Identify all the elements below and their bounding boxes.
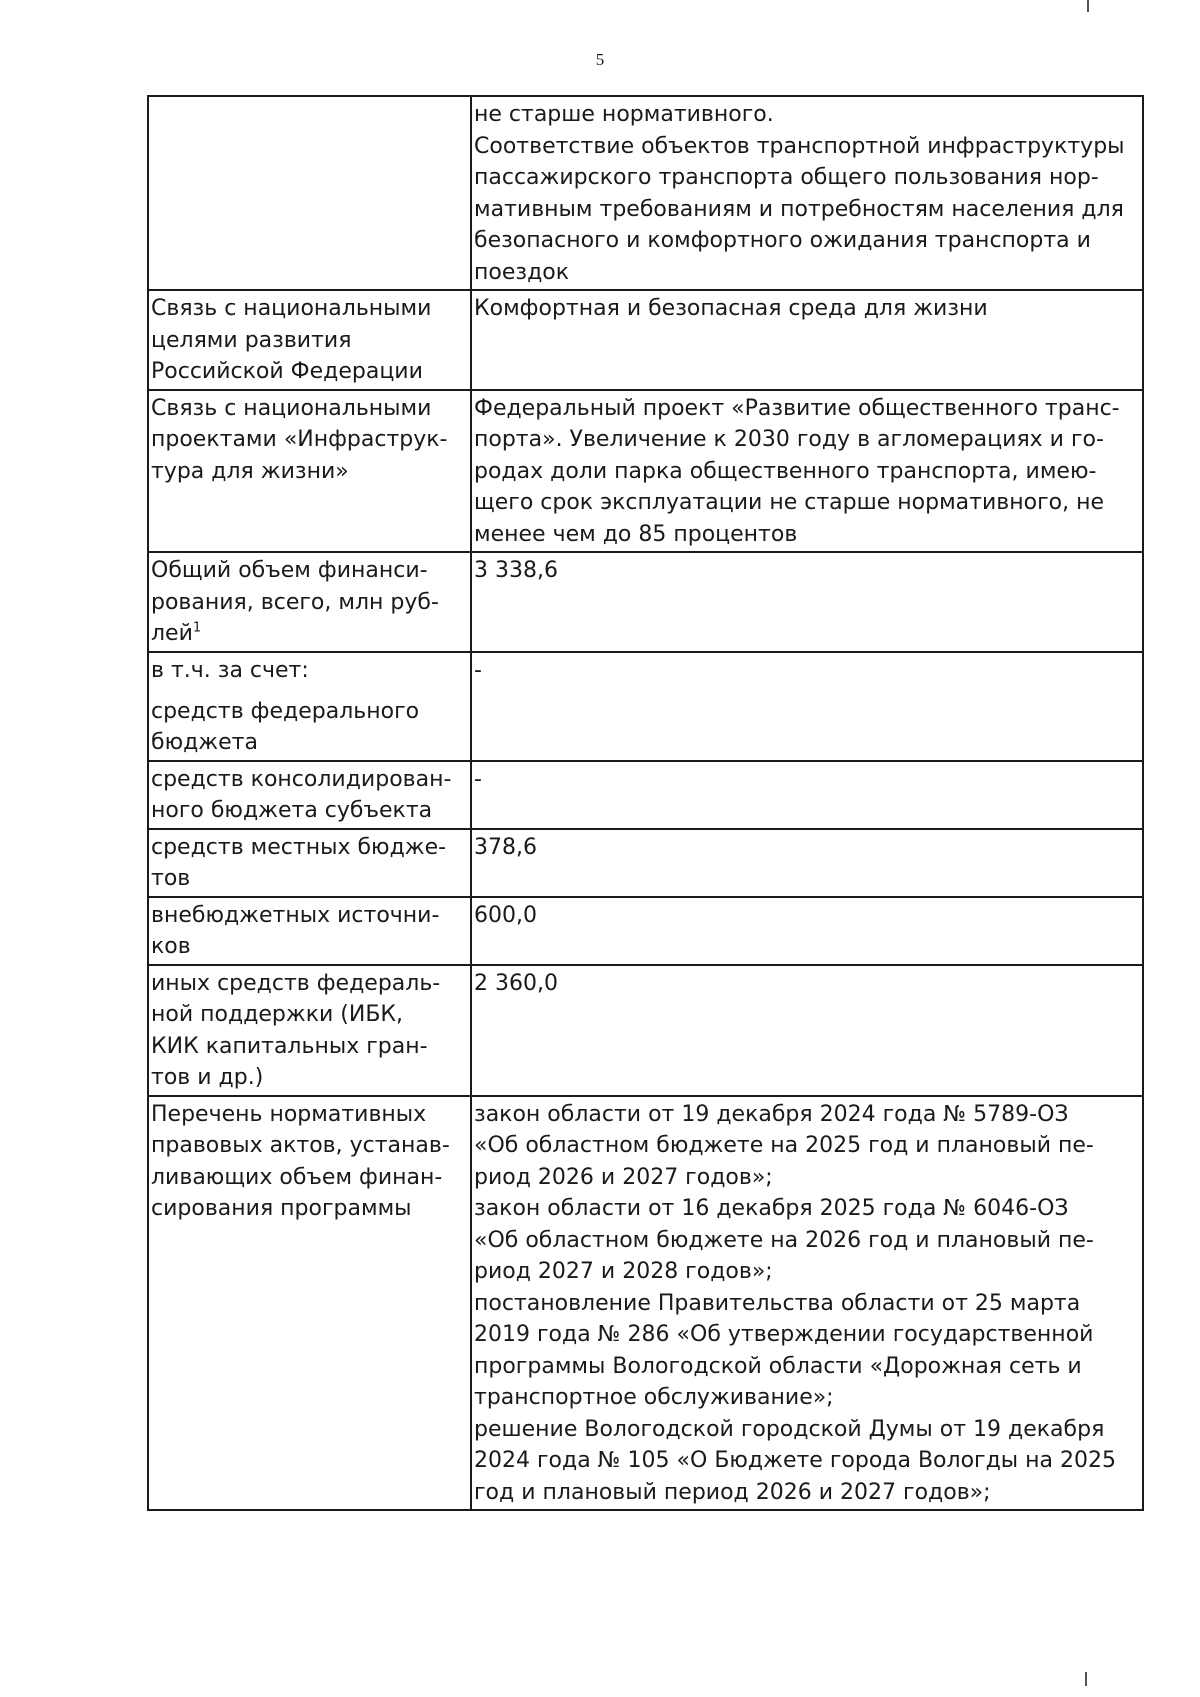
text-line: решение Вологодской городской Думы от 19 декабря — [474, 1416, 1105, 1442]
text-line: правовых актов, устанав- — [151, 1133, 450, 1158]
text-line: ного бюджета субъекта — [151, 798, 433, 823]
text-line: «Об областном бюджете на 2025 год и плановый пе- — [474, 1133, 1094, 1158]
value-cell-extrabudgetary: 600,0 — [471, 897, 1143, 965]
text-line: программы Вологодской области «Дорожная сеть и — [474, 1353, 1082, 1379]
text-line: иных средств федераль- — [151, 970, 441, 996]
table-row-other-federal — [148, 965, 1143, 1096]
scan-mark-bottom-right — [1085, 1672, 1087, 1686]
label-cell-total-financing — [148, 552, 471, 652]
text-line: поездок — [474, 259, 570, 285]
table-row-total-financing — [148, 552, 1143, 652]
text-line: 2024 года № 105 «О Бюджете города Вологды на 2025 — [474, 1448, 1117, 1473]
text-line: безопасного и комфортного ожидания транспорта и — [474, 228, 1091, 253]
table-row-federal-budget — [148, 652, 1143, 761]
text-line: Связь с национальными — [151, 296, 432, 321]
text-line: менее чем до 85 процентов — [474, 521, 798, 547]
text-line: родах доли парка общественного транспорта, имею- — [474, 458, 1097, 484]
text-line: постановление Правительства области от 25 марта — [474, 1290, 1081, 1316]
label-cell-extrabudgetary — [148, 897, 471, 965]
text-line: средств федерального — [151, 698, 420, 724]
text-line: закон области от 16 декабря 2025 года № 6046-ОЗ — [474, 1196, 1069, 1221]
text-line: Общий объем финанси- — [151, 558, 428, 583]
text-line: средств консолидирован- — [151, 766, 452, 792]
value-cell-federal-budget: - — [471, 652, 1143, 761]
table-row-national-goals — [148, 290, 1143, 390]
text-line: Перечень нормативных — [151, 1101, 427, 1127]
label-cell-regional-budget — [148, 761, 471, 829]
table-row-regional-budget — [148, 761, 1143, 829]
value-cell-local-budgets: 378,6 — [471, 829, 1143, 897]
value-cell-total-financing: 3 338,6 — [471, 552, 1143, 652]
text-line: мативным требованиям и потребностям населения для — [474, 196, 1124, 222]
text-line: тов — [151, 866, 191, 891]
text-line: КИК капитальных гран- — [151, 1033, 428, 1059]
value-cell-legal-acts — [471, 1096, 1143, 1511]
scan-mark-top-right — [1087, 0, 1089, 12]
label-cell-local-budgets — [148, 829, 471, 897]
value-cell-national-projects — [471, 390, 1143, 553]
table-row-extrabudgetary — [148, 897, 1143, 965]
text-line: в т.ч. за счет: — [151, 658, 309, 683]
text-line: «Об областном бюджете на 2026 год и плановый пе- — [474, 1227, 1094, 1253]
label-cell-other-federal — [148, 965, 471, 1096]
footnote-mark: 1 — [192, 620, 202, 636]
text-line: транспортное обслуживание»; — [474, 1385, 834, 1410]
label-cell-legal-acts — [148, 1096, 471, 1511]
table-row-legal-acts — [148, 1096, 1143, 1511]
text-line: проектами «Инфраструк- — [151, 427, 448, 452]
text-line: риод 2027 и 2028 годов»; — [474, 1259, 773, 1284]
text-line: Российской Федерации — [151, 359, 423, 384]
label-cell-federal-budget — [148, 652, 471, 761]
text-line: средств местных бюдже- — [151, 834, 447, 860]
text-fragment: лей — [151, 621, 193, 646]
text-line: Связь с национальными — [151, 395, 432, 421]
text-line: Соответствие объектов транспортной инфраструктуры — [474, 133, 1125, 159]
text-line: рования, всего, млн руб- — [151, 589, 439, 615]
label-cell-national-projects — [148, 390, 471, 553]
text-line: тура для жизни» — [151, 458, 349, 484]
text-line: ливающих объем финан- — [151, 1164, 443, 1190]
text-line: год и плановый период 2026 и 2027 годов»; — [474, 1479, 991, 1505]
label-cell-empty — [148, 96, 471, 290]
table-row-continuation — [148, 96, 1143, 290]
text-line: порта». Увеличение к 2030 году в агломерациях и го- — [474, 427, 1104, 452]
value-cell-other-federal: 2 360,0 — [471, 965, 1143, 1096]
value-cell-national-goals — [471, 290, 1143, 390]
value-cell-continuation — [471, 96, 1143, 290]
page-number: 5 — [595, 50, 605, 69]
table-row-local-budgets — [148, 829, 1143, 897]
value-cell-regional-budget: - — [471, 761, 1143, 829]
text-line: внебюджетных источни- — [151, 902, 440, 928]
text-line: целями развития — [151, 327, 352, 353]
text-line — [151, 618, 467, 650]
table-row-national-projects — [148, 390, 1143, 553]
text-line: тов и др.) — [151, 1065, 264, 1090]
label-cell-national-goals — [148, 290, 471, 390]
text-line: не старше нормативного. — [474, 102, 774, 127]
text-line: ков — [151, 934, 191, 959]
text-line: риод 2026 и 2027 годов»; — [474, 1164, 773, 1190]
text-line: щего срок эксплуатации не старше нормативного, не — [474, 490, 1104, 515]
text-line: 2019 года № 286 «Об утверждении государственной — [474, 1322, 1094, 1347]
program-passport-table — [147, 95, 1144, 1511]
text-line: сирования программы — [151, 1196, 412, 1221]
text-line: Федеральный проект «Развитие общественного транс- — [474, 395, 1120, 421]
text-line: ной поддержки (ИБК, — [151, 1002, 404, 1027]
text-line: Комфортная и безопасная среда для жизни — [474, 296, 988, 321]
text-line: пассажирского транспорта общего пользования нор- — [474, 165, 1099, 190]
text-line: бюджета — [151, 730, 258, 755]
text-line: закон области от 19 декабря 2024 года № 5789-ОЗ — [474, 1101, 1069, 1127]
